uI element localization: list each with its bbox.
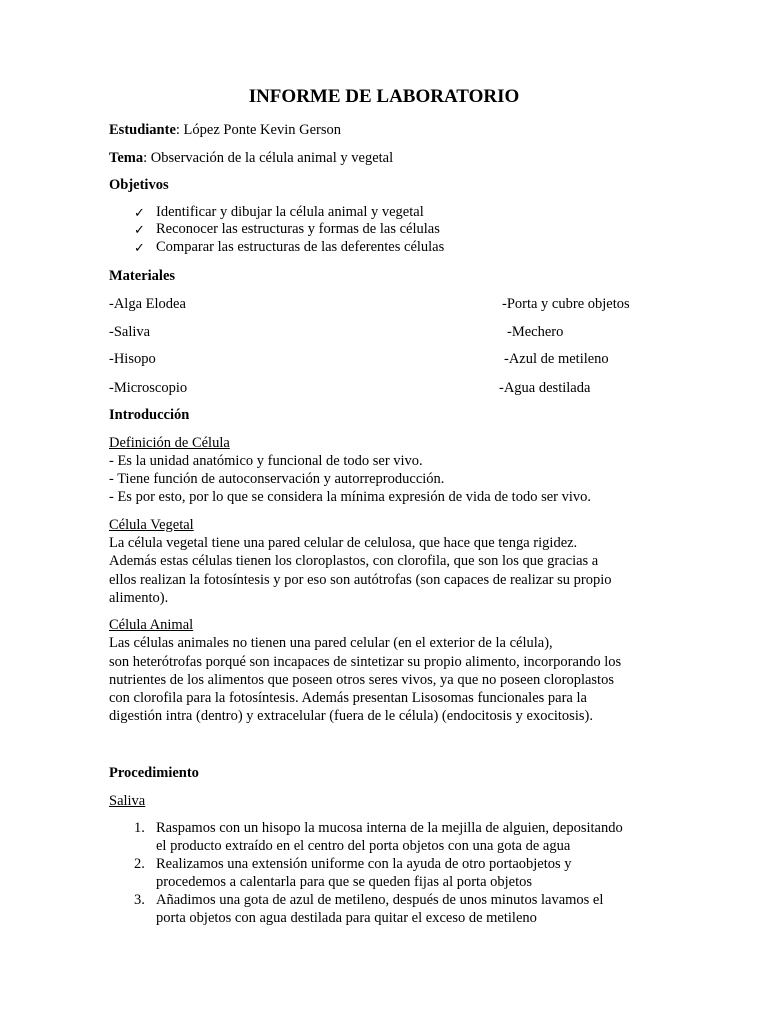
plant-cell-line: Además estas células tienen los cloroplastos, con clorofila, que son los que gracias a xyxy=(109,553,599,569)
checkmark-icon: ✓ xyxy=(134,240,145,255)
material-item: -Saliva xyxy=(109,324,151,340)
material-item: -Microscopio xyxy=(109,380,188,396)
student-line xyxy=(109,122,341,139)
definition-line: - Tiene función de autoconservación y autorreproducción. xyxy=(109,471,445,487)
animal-cell-subheading: Célula Animal xyxy=(109,617,194,633)
animal-cell-line: son heterótrofas porqué son incapaces de sintetizar su propio alimento, incorporando los xyxy=(109,654,622,670)
introduction-heading: Introducción xyxy=(109,407,190,423)
material-item: -Porta y cubre objetos xyxy=(502,296,630,312)
topic-value: : Observación de la célula animal y vegetal xyxy=(143,150,394,166)
animal-cell-line: Las células animales no tienen una pared celular (en el exterior de la célula), xyxy=(109,635,553,651)
material-item: -Alga Elodea xyxy=(109,296,186,312)
material-item: -Azul de metileno xyxy=(504,351,609,367)
procedure-step-line: procedemos a calentarla para que se queden fijas al porta objetos xyxy=(156,874,533,890)
animal-cell-line: con clorofila para la fotosíntesis. Además presentan Lisosomas funcionales para la xyxy=(109,690,587,706)
material-item: -Agua destilada xyxy=(499,380,591,396)
procedure-heading: Procedimiento xyxy=(109,765,199,781)
topic-label: Tema xyxy=(109,150,144,166)
procedure-step-line: Añadimos una gota de azul de metileno, después de unos minutos lavamos el xyxy=(156,892,604,908)
step-number: 3. xyxy=(134,892,145,908)
checkmark-icon: ✓ xyxy=(134,222,145,237)
materials-heading: Materiales xyxy=(109,268,176,284)
objective-item: Comparar las estructuras de las deferentes células xyxy=(156,239,445,255)
definition-line: - Es la unidad anatómico y funcional de todo ser vivo. xyxy=(109,453,423,469)
objectives-heading: Objetivos xyxy=(109,177,169,193)
animal-cell-line: digestión intra (dentro) y extracelular (fuera de le célula) (endocitosis y exocitosis). xyxy=(109,708,593,724)
objective-item: Reconocer las estructuras y formas de las células xyxy=(156,221,440,237)
step-number: 2. xyxy=(134,856,145,872)
procedure-step-line: Raspamos con un hisopo la mucosa interna de la mejilla de alguien, depositando xyxy=(156,820,623,836)
plant-cell-line: La célula vegetal tiene una pared celular de celulosa, que hace que tenga rigidez. xyxy=(109,535,578,551)
objective-item: Identificar y dibujar la célula animal y vegetal xyxy=(156,204,424,220)
definition-subheading: Definición de Célula xyxy=(109,435,230,451)
material-item: -Mechero xyxy=(507,324,564,340)
student-name: : López Ponte Kevin Gerson xyxy=(175,122,341,138)
animal-cell-line: nutrientes de los alimentos que poseen otros seres vivos, ya que no poseen cloroplastos xyxy=(109,672,614,688)
step-number: 1. xyxy=(134,820,145,836)
material-item: -Hisopo xyxy=(109,351,156,367)
student-label: Estudiante xyxy=(109,122,176,138)
definition-line: - Es por esto, por lo que se considera la mínima expresión de vida de todo ser vivo. xyxy=(109,489,592,505)
procedure-subheading: Saliva xyxy=(109,793,146,809)
topic-line xyxy=(109,150,393,167)
checkmark-icon: ✓ xyxy=(134,205,145,220)
plant-cell-line: alimento). xyxy=(109,590,169,606)
plant-cell-subheading: Célula Vegetal xyxy=(109,517,194,533)
plant-cell-line: ellos realizan la fotosíntesis y por eso son autótrofas (son capaces de realizar su propio xyxy=(109,572,612,588)
procedure-step-line: Realizamos una extensión uniforme con la ayuda de otro portaobjetos y xyxy=(156,856,572,872)
procedure-step-line: el producto extraído en el centro del porta objetos con una gota de agua xyxy=(156,838,571,854)
page-title: INFORME DE LABORATORIO xyxy=(248,86,520,107)
procedure-step-line: porta objetos con agua destilada para quitar el exceso de metileno xyxy=(156,910,537,926)
